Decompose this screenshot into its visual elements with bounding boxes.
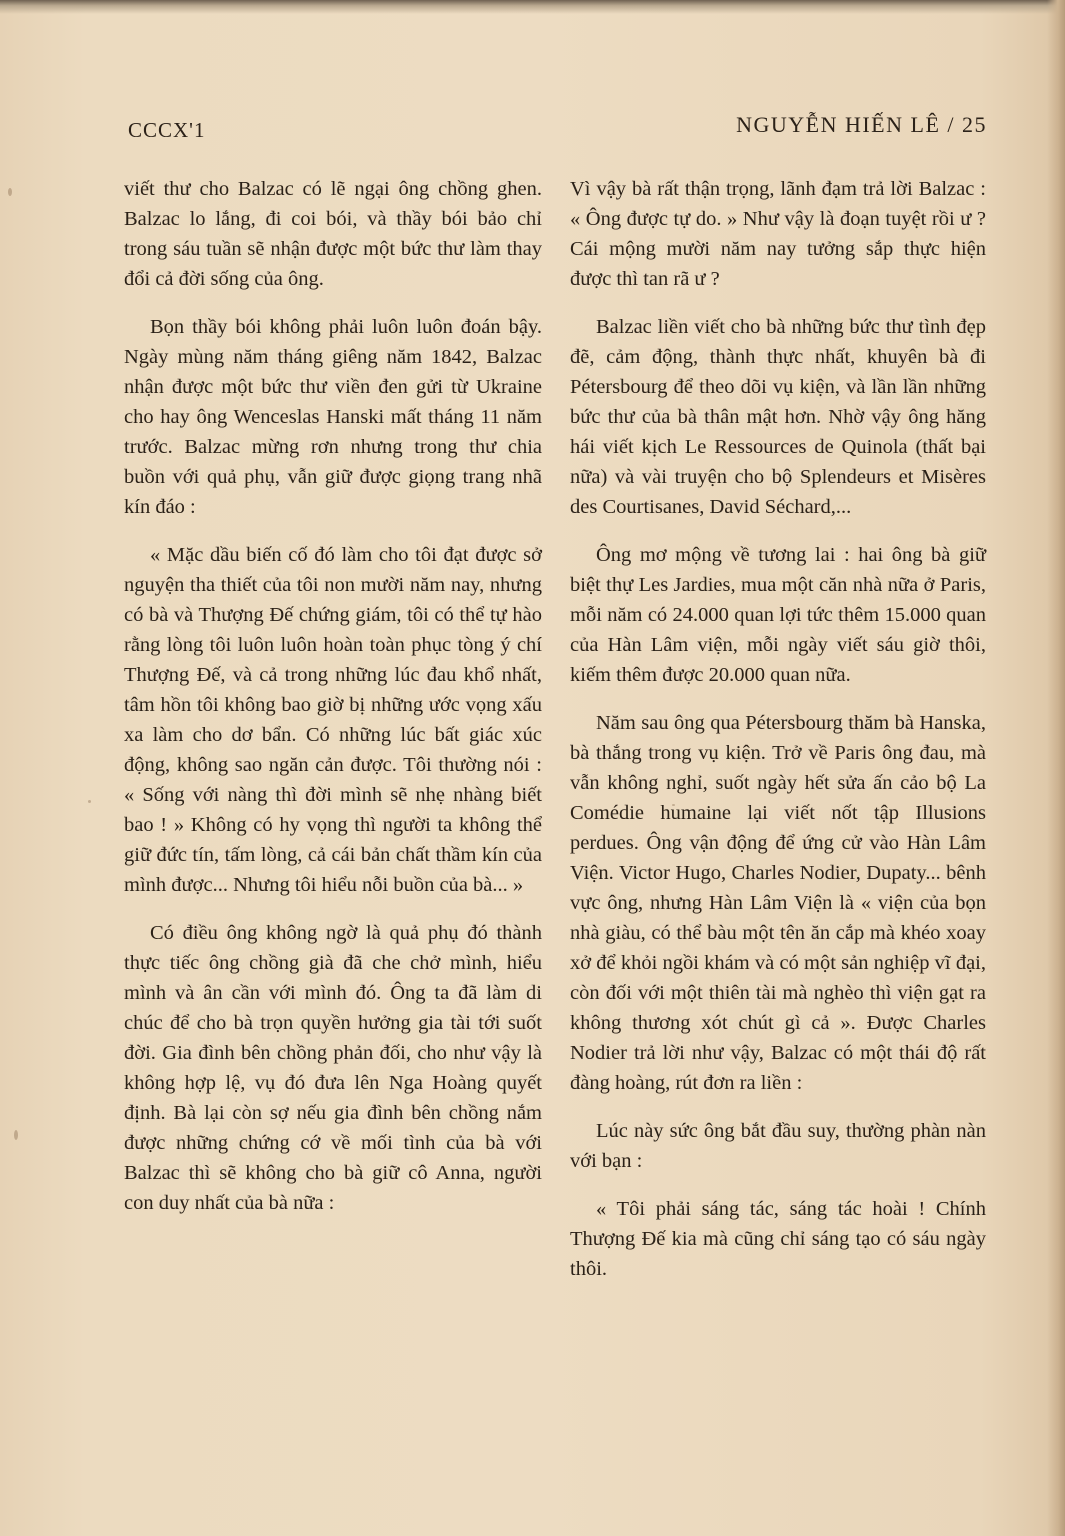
paragraph: Lúc này sức ông bắt đầu suy, thường phàn nàn với bạn :	[570, 1120, 986, 1172]
paragraph: viết thư cho Balzac có lẽ ngại ông chồng ghen. Balzac lo lắng, đi coi bói, và thầy bói bảo chỉ trong sáu tuần sẽ nhận được một bức thư làm thay đổi cả đời sống của ông.	[124, 178, 542, 290]
paragraph: Có điều ông không ngờ là quả phụ đó thành thực tiếc ông chồng già đã che chở mình, hiểu mình và ân cần với mình đó. Ông ta đã làm di chúc để cho bà trọn quyền hưởng gia tài tới suốt đời. Gia đình bên chồng phản đối, cho như vậy là không hợp lệ, vụ đó đưa lên Nga Hoàng quyết định. Bà lại còn sợ nếu gia đình bên chồng nắm được những chứng cớ về mối tình của bà với Balzac thì sẽ không cho bà giữ cô Anna, người con duy nhất của bà nữa :	[124, 922, 542, 1214]
paragraph: Balzac liền viết cho bà những bức thư tình đẹp đẽ, cảm động, thành thực nhất, khuyên bà đi Pétersbourg để theo dõi vụ kiện, và lần lần những bức thư của bà thân mật hơn. Nhờ vậy ông hăng hái viết kịch Le Ressources de Quinola (thất bại nữa) và vài truyện cho bộ Splendeurs et Misères des Courtisanes, David Séchard,...	[570, 316, 986, 518]
quoted-letter-paragraph: « Mặc dầu biến cố đó làm cho tôi đạt được sở nguyện tha thiết của tôi non mười năm nay, nhưng có bà và Thượng Đế chứng giám, tôi có thể tự hào rằng lòng tôi luôn luôn hoàn toàn phục tòng ý chí Thượng Đế, và cả trong những lúc đau khổ nhất, tâm hồn tôi không bao giờ bị những ước vọng xấu xa làm cho dơ bẩn. Có những lúc bất giác xúc động, không sao ngăn cản được. Tôi thường nói : « Sống với nàng thì đời mình sẽ nhẹ nhàng biết bao ! » Không có hy vọng thì người ta không thể giữ đức tín, tấm lòng, cả cái bản chất thầm kín của mình được... Nhưng tôi hiểu nỗi buồn của bà... »	[124, 544, 542, 896]
paragraph: Ông mơ mộng về tương lai : hai ông bà giữ biệt thự Les Jardies, mua một căn nhà nữa ở Paris, mỗi năm có 24.000 quan lợi tức thêm 15.000 quan của Hàn Lâm viện, mỗi ngày viết sáu giờ thôi, kiếm thêm được 20.000 quan nữa.	[570, 544, 986, 686]
paper-speck	[88, 800, 91, 803]
page-right-edge-shadow	[1047, 0, 1065, 1536]
paragraph: Vì vậy bà rất thận trọng, lãnh đạm trả lời Balzac : « Ông được tự do. » Như vậy là đoạn tuyệt rồi ư ? Cái mộng mười năm nay tưởng sắp thực hiện được thì tan rã ư ?	[570, 178, 986, 290]
right-text-column	[570, 174, 986, 1284]
paper-speck	[672, 804, 675, 806]
page-folio: CCCX'1	[128, 118, 206, 142]
paper-speck	[8, 188, 12, 196]
left-text-column	[124, 174, 542, 1218]
quote-paragraph: « Tôi phải sáng tác, sáng tác hoài ! Chính Thượng Đế kia mà cũng chỉ sáng tạo có sáu ngày thôi.	[570, 1198, 986, 1280]
paragraph: Bọn thầy bói không phải luôn luôn đoán bậy. Ngày mùng năm tháng giêng năm 1842, Balzac nhận được một bức thư viền đen gửi từ Ukraine cho hay ông Wenceslas Hanski mất tháng 11 năm trước. Balzac mừng rơn nhưng trong thư chia buồn với quả phụ, vẫn giữ được giọng trang nhã kín đáo :	[124, 316, 542, 518]
page-header	[0, 112, 1065, 148]
paper-speck	[14, 1130, 18, 1140]
paragraph: Năm sau ông qua Pétersbourg thăm bà Hanska, bà thắng trong vụ kiện. Trở về Paris ông đau, mà vẫn không nghỉ, suốt ngày hết sửa ấn cảo bộ La Comédie humaine lại viết nốt tập Illusions perdues. Ông vận động để ứng cử vào Hàn Lâm Viện. Victor Hugo, Charles Nodier, Dupaty... bênh vực ông, nhưng Hàn Lâm Viện là « viện của bọn nhà giàu, có thể bàu một tên ăn cắp mà khéo xoay xở để khỏi ngồi khám và có một sản nghiệp vĩ đại, còn đối với một thiên tài mà nghèo thì viện gạt ra không thương xót chút gì cả ». Được Charles Nodier trả lời như vậy, Balzac có một thái độ rất đàng hoàng, rút đơn ra liền :	[570, 712, 986, 1094]
running-head-author-page-number: NGUYỄN HIẾN LÊ / 25	[736, 112, 987, 137]
page-top-edge-shadow	[0, 0, 1065, 14]
